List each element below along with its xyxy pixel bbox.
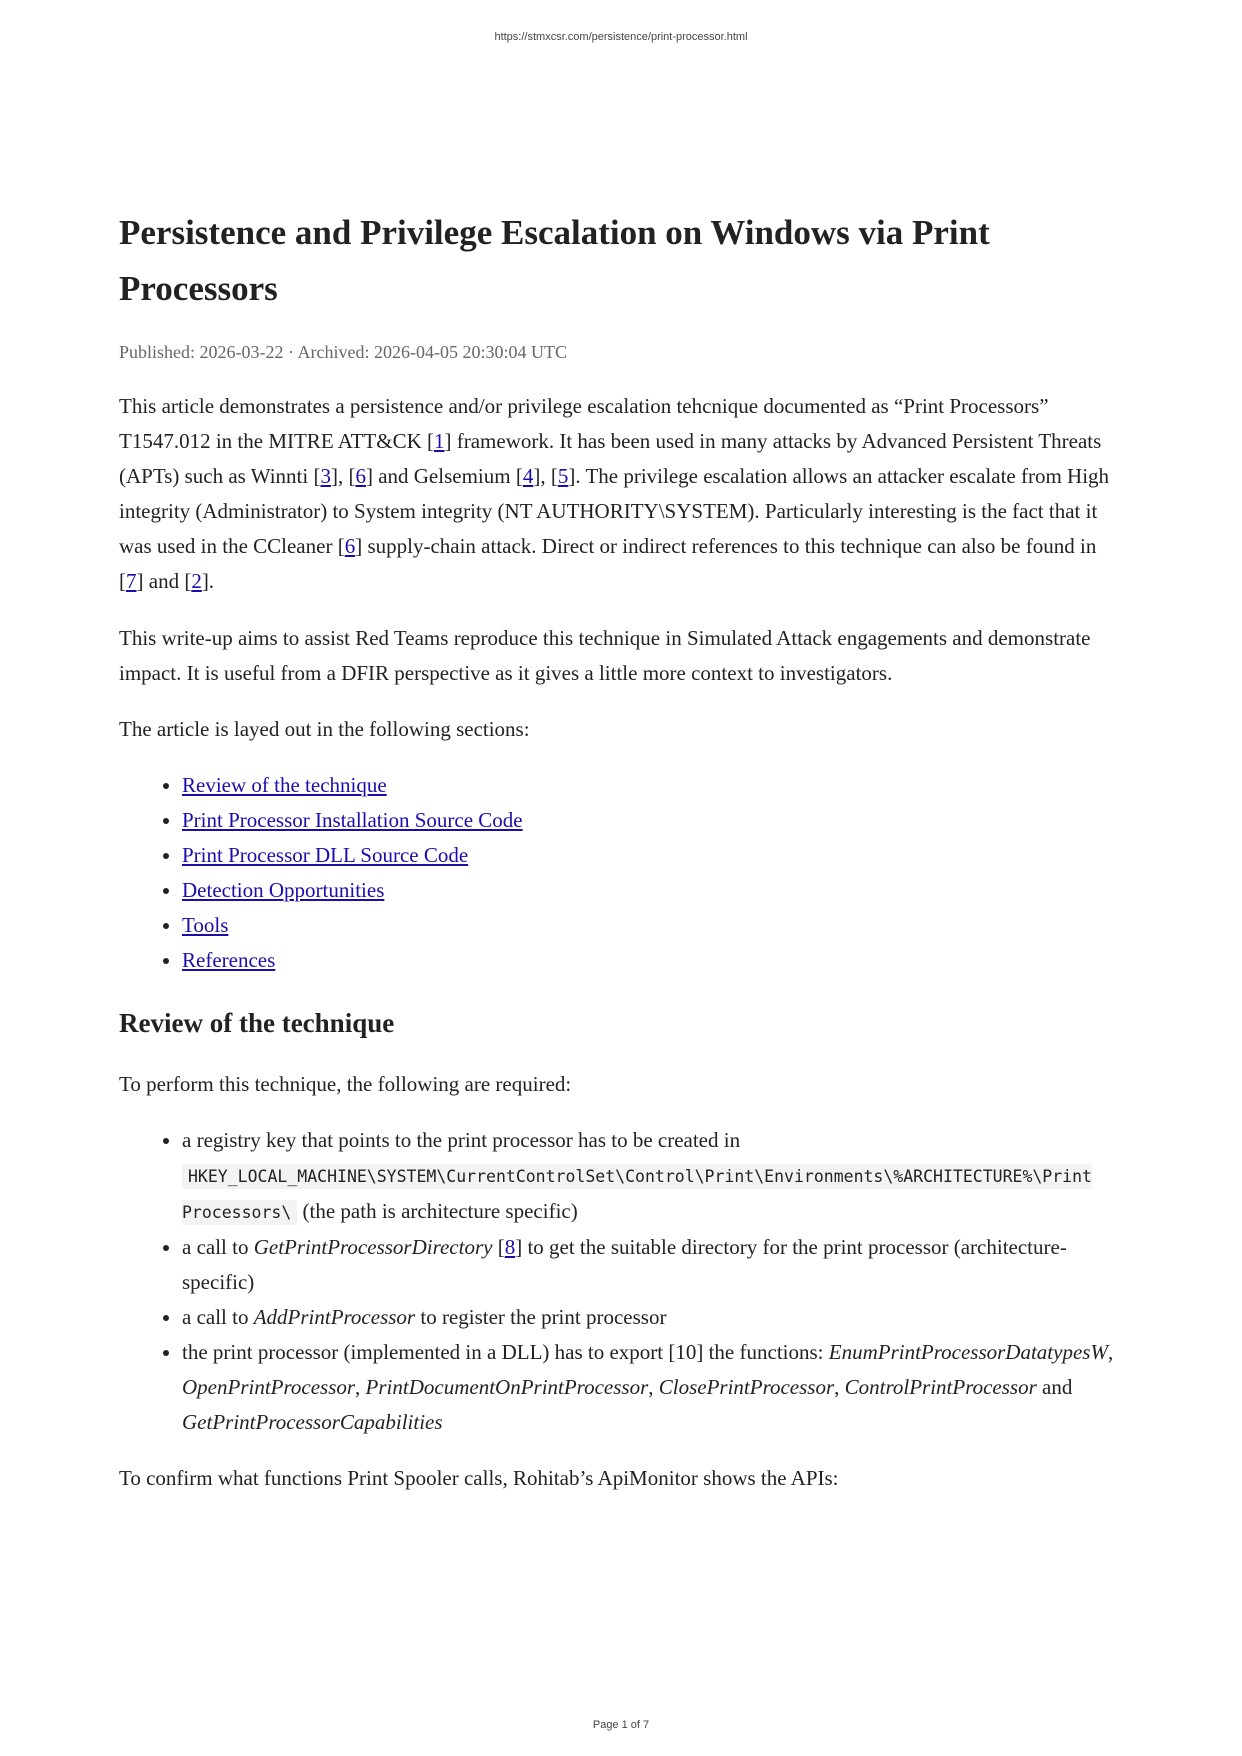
toc-item	[182, 768, 1124, 803]
layout-paragraph: The article is layed out in the following sections:	[119, 717, 530, 741]
ref-link-8[interactable]: 8	[504, 1235, 516, 1259]
toc-item	[182, 908, 1124, 943]
requirement-item-register: • a call to AddPrintProcessor to register the print processor	[182, 1300, 1124, 1335]
ref-link-1[interactable]: 1	[433, 429, 445, 453]
ref-link-4[interactable]: 4	[522, 464, 534, 488]
registry-path-code: HKEY_LOCAL_MACHINE\SYSTEM\CurrentControlSet\Control\Print\Environments\%ARCHITECTURE%\Print Processors\	[182, 1164, 1092, 1225]
function-name: OpenPrintProcessor	[182, 1375, 356, 1399]
requirement-item-registry: • a registry key that points to the print processor has to be created in HKEY_LOCAL_MACHINE\SYSTEM\CurrentControlSet\Control\Print\Environments\%ARCHITECTURE%\Print Processors\ (the path is architecture specific)	[182, 1123, 1124, 1230]
page-number: Page 1 of 7	[592, 1719, 650, 1731]
ref-link-7[interactable]: 7	[126, 569, 137, 593]
requirements-intro: To perform this technique, the following are required:	[119, 1072, 572, 1096]
toc-item	[182, 803, 1124, 838]
requirement-item-exports: • the print processor (implemented in a DLL) has to export [10] the functions: EnumPrintProcessorDatatypesW, OpenPrintProcessor, PrintDocumentOnPrintProcessor, ClosePrintProcessor, ControlPrintProcessor and GetPrintProcessorCapabilities	[182, 1335, 1124, 1440]
function-name: PrintDocumentOnPrintProcessor	[365, 1375, 649, 1399]
page-url-header: https://stmxcsr.com/persistence/print-processor.html	[494, 31, 748, 43]
purpose-paragraph: This write-up aims to assist Red Teams reproduce this technique in Simulated Attack engagements and demonstrate impact. It is useful from a DFIR perspective as it gives a little more context to investigators.	[119, 626, 1091, 685]
publication-meta: Published: 2026-03-22 · Archived: 2026-04-05 20:30:04 UTC	[119, 342, 567, 362]
ref-link-2[interactable]: 2	[191, 569, 202, 593]
function-name: GetPrintProcessorCapabilities	[182, 1410, 443, 1434]
ref-link-6[interactable]: 6	[355, 464, 366, 488]
ref-link-5[interactable]: 5	[557, 464, 569, 488]
toc-item	[182, 943, 1124, 978]
toc-link-installation-source[interactable]: Print Processor Installation Source Code	[182, 808, 523, 832]
intro-paragraph: This article demonstrates a persistence and/or privilege escalation tehcnique documented as “Print Processors” T1547.012 in the MITRE ATT&CK [1] framework. It has been used in many attacks by Advanced Persistent Threats (APTs) such as Winnti [3], [6] and Gelsemium [4], [5]. The privilege escalation allows an attacker escalate from High integrity (Administrator) to System integrity (NT AUTHORITY\SYSTEM). Particularly interesting is the fact that it was used in the CCleaner [6] supply-chain attack. Direct or indirect references to this technique can also be found in [7] and [2].	[119, 394, 1110, 593]
function-name: ClosePrintProcessor	[658, 1375, 835, 1399]
function-name: AddPrintProcessor	[253, 1305, 416, 1329]
section-heading-review: Review of the technique	[119, 1008, 395, 1038]
requirement-item-directory: • a call to GetPrintProcessorDirectory [8] to get the suitable directory for the print processor (architecture-specific)	[182, 1230, 1124, 1300]
ref-link-3[interactable]: 3	[320, 464, 331, 488]
function-name: ControlPrintProcessor	[844, 1375, 1037, 1399]
article	[119, 205, 1124, 1496]
toc-link-review[interactable]: Review of the technique	[182, 773, 387, 797]
requirements-list	[119, 1123, 1124, 1440]
article-title: Persistence and Privilege Escalation on Windows via Print Processors	[119, 213, 990, 308]
toc-link-references[interactable]: References	[182, 948, 276, 972]
ref-link-6-ccleaner[interactable]: 6	[344, 534, 356, 558]
function-name: GetPrintProcessorDirectory	[253, 1235, 493, 1259]
toc-item	[182, 838, 1124, 873]
function-name: EnumPrintProcessorDatatypesW	[828, 1340, 1108, 1364]
toc-item	[182, 873, 1124, 908]
apimonitor-paragraph: To confirm what functions Print Spooler calls, Rohitab’s ApiMonitor shows the APIs:	[119, 1466, 839, 1490]
toc-link-tools[interactable]: Tools	[182, 913, 229, 937]
toc-link-detection[interactable]: Detection Opportunities	[182, 878, 385, 902]
table-of-contents	[119, 768, 1124, 978]
toc-link-dll-source[interactable]: Print Processor DLL Source Code	[182, 843, 469, 867]
